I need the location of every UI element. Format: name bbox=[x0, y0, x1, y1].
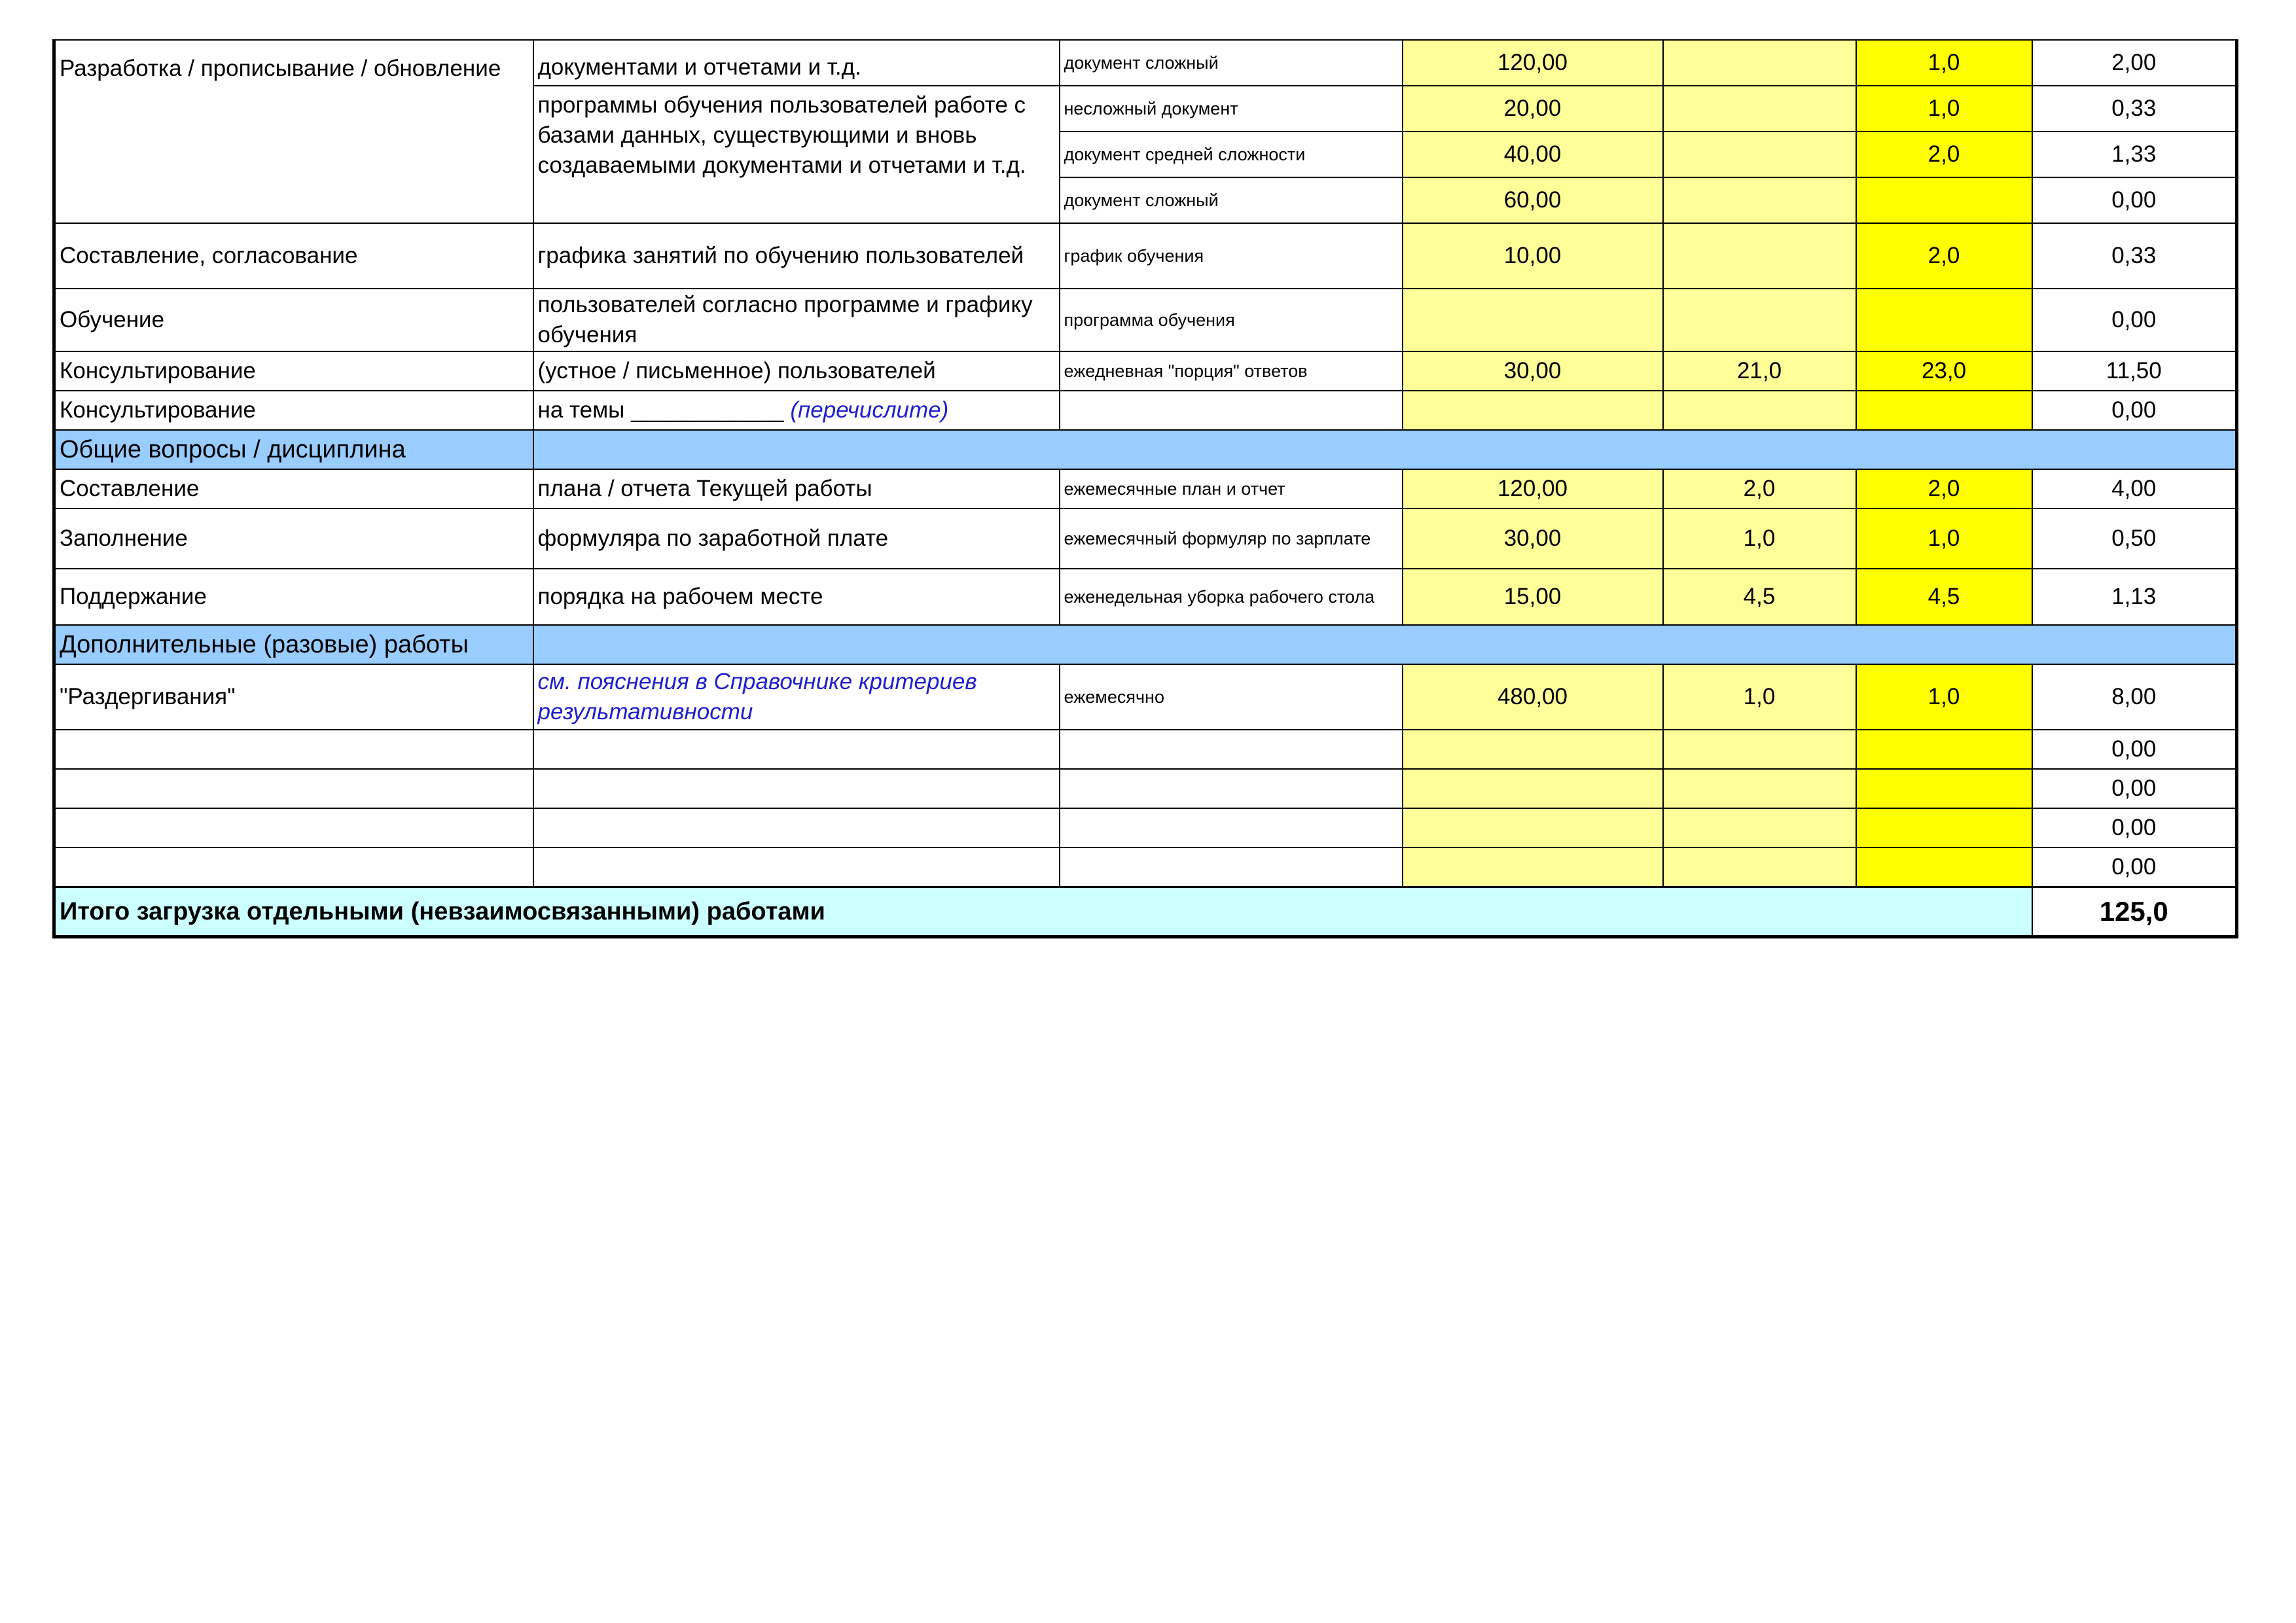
table-row bbox=[54, 769, 2237, 808]
quantity-cell[interactable] bbox=[1663, 132, 1856, 177]
plan-cell[interactable]: 23,0 bbox=[1856, 351, 2032, 391]
rate-cell[interactable] bbox=[1403, 391, 1663, 430]
object-cell[interactable] bbox=[533, 730, 1060, 769]
result-cell: еженедельная уборка рабочего стола bbox=[1060, 569, 1403, 625]
total-cell: 2,00 bbox=[2032, 40, 2237, 86]
action-cell: Консультирование bbox=[54, 351, 533, 391]
result-cell[interactable] bbox=[1060, 808, 1403, 847]
action-cell: Составление, согласование bbox=[54, 223, 533, 289]
plan-cell[interactable]: 4,5 bbox=[1856, 569, 2032, 625]
object-cell: графика занятий по обучению пользователей bbox=[533, 223, 1060, 289]
object-cell: (устное / письменное) пользователей bbox=[533, 351, 1060, 391]
section-header bbox=[54, 625, 2237, 664]
quantity-cell[interactable] bbox=[1663, 808, 1856, 847]
total-cell: 0,00 bbox=[2032, 769, 2237, 808]
action-cell: Составление bbox=[54, 469, 533, 508]
quantity-cell[interactable]: 2,0 bbox=[1663, 469, 1856, 508]
quantity-cell[interactable]: 21,0 bbox=[1663, 351, 1856, 391]
plan-cell[interactable] bbox=[1856, 769, 2032, 808]
quantity-cell[interactable] bbox=[1663, 769, 1856, 808]
rate-cell[interactable] bbox=[1403, 730, 1663, 769]
result-cell[interactable] bbox=[1060, 847, 1403, 887]
action-cell: "Раздергивания" bbox=[54, 664, 533, 730]
total-cell: 0,00 bbox=[2032, 177, 2237, 223]
table-row bbox=[54, 730, 2237, 769]
plan-cell[interactable]: 2,0 bbox=[1856, 132, 2032, 177]
result-cell: график обучения bbox=[1060, 223, 1403, 289]
workload-table bbox=[52, 39, 2238, 938]
table-row bbox=[54, 508, 2237, 569]
plan-cell[interactable]: 1,0 bbox=[1856, 40, 2032, 86]
quantity-cell[interactable]: 4,5 bbox=[1663, 569, 1856, 625]
rate-cell[interactable]: 30,00 bbox=[1403, 351, 1663, 391]
quantity-cell[interactable] bbox=[1663, 177, 1856, 223]
rate-cell[interactable] bbox=[1403, 289, 1663, 351]
grand-total-value: 125,0 bbox=[2032, 887, 2237, 936]
plan-cell[interactable]: 1,0 bbox=[1856, 86, 2032, 132]
table-row bbox=[54, 569, 2237, 625]
total-cell: 0,00 bbox=[2032, 847, 2237, 887]
quantity-cell[interactable] bbox=[1663, 40, 1856, 86]
object-cell[interactable] bbox=[533, 391, 1060, 430]
action-cell[interactable] bbox=[54, 847, 533, 887]
rate-cell[interactable]: 10,00 bbox=[1403, 223, 1663, 289]
plan-cell[interactable]: 1,0 bbox=[1856, 664, 2032, 730]
topics-hint: (перечислите) bbox=[790, 397, 949, 423]
result-cell: ежедневная "порция" ответов bbox=[1060, 351, 1403, 391]
quantity-cell[interactable]: 1,0 bbox=[1663, 664, 1856, 730]
table-row bbox=[54, 223, 2237, 289]
object-cell: плана / отчета Текущей работы bbox=[533, 469, 1060, 508]
result-cell: документ средней сложности bbox=[1060, 132, 1403, 177]
quantity-cell[interactable] bbox=[1663, 847, 1856, 887]
result-cell: несложный документ bbox=[1060, 86, 1403, 132]
total-cell: 0,00 bbox=[2032, 730, 2237, 769]
result-cell bbox=[1060, 391, 1403, 430]
total-cell: 0,33 bbox=[2032, 223, 2237, 289]
plan-cell[interactable]: 2,0 bbox=[1856, 469, 2032, 508]
total-cell: 1,33 bbox=[2032, 132, 2237, 177]
result-cell: ежемесячный формуляр по зарплате bbox=[1060, 508, 1403, 569]
rate-cell[interactable] bbox=[1403, 808, 1663, 847]
table-row bbox=[54, 289, 2237, 351]
result-cell: ежемесячные план и отчет bbox=[1060, 469, 1403, 508]
action-cell: Разработка / прописывание / обновление bbox=[54, 40, 533, 223]
quantity-cell[interactable] bbox=[1663, 391, 1856, 430]
action-cell: Консультирование bbox=[54, 391, 533, 430]
action-cell[interactable] bbox=[54, 769, 533, 808]
total-cell: 0,00 bbox=[2032, 289, 2237, 351]
section-fill bbox=[533, 430, 2237, 469]
plan-cell[interactable] bbox=[1856, 289, 2032, 351]
rate-cell[interactable] bbox=[1403, 769, 1663, 808]
object-cell: программы обучения пользователей работе с базами данных, существующими и вновь создаваемыми документами и отчетами и т.д. bbox=[533, 86, 1060, 223]
plan-cell[interactable] bbox=[1856, 730, 2032, 769]
rate-cell[interactable]: 20,00 bbox=[1403, 86, 1663, 132]
quantity-cell[interactable] bbox=[1663, 730, 1856, 769]
result-cell[interactable] bbox=[1060, 769, 1403, 808]
table-row bbox=[54, 664, 2237, 730]
plan-cell[interactable] bbox=[1856, 847, 2032, 887]
total-cell: 11,50 bbox=[2032, 351, 2237, 391]
total-cell: 0,50 bbox=[2032, 508, 2237, 569]
table-row bbox=[54, 40, 2237, 86]
plan-cell[interactable]: 2,0 bbox=[1856, 223, 2032, 289]
object-cell: порядка на рабочем месте bbox=[533, 569, 1060, 625]
rate-cell[interactable]: 15,00 bbox=[1403, 569, 1663, 625]
object-cell: формуляра по заработной плате bbox=[533, 508, 1060, 569]
rate-cell[interactable]: 120,00 bbox=[1403, 469, 1663, 508]
object-cell: см. пояснения в Справочнике критериев результативности bbox=[533, 664, 1060, 730]
quantity-cell[interactable]: 1,0 bbox=[1663, 508, 1856, 569]
table-row bbox=[54, 391, 2237, 430]
object-cell[interactable] bbox=[533, 808, 1060, 847]
grand-total-row bbox=[54, 887, 2237, 936]
rate-cell[interactable]: 480,00 bbox=[1403, 664, 1663, 730]
table-row bbox=[54, 847, 2237, 887]
result-cell: программа обучения bbox=[1060, 289, 1403, 351]
section-title: Общие вопросы / дисциплина bbox=[54, 430, 533, 469]
action-cell[interactable] bbox=[54, 730, 533, 769]
total-cell: 0,00 bbox=[2032, 808, 2237, 847]
table-row bbox=[54, 469, 2237, 508]
section-title: Дополнительные (разовые) работы bbox=[54, 625, 533, 664]
rate-cell[interactable]: 60,00 bbox=[1403, 177, 1663, 223]
object-cell: документами и отчетами и т.д. bbox=[533, 40, 1060, 86]
plan-cell[interactable] bbox=[1856, 808, 2032, 847]
total-cell: 0,00 bbox=[2032, 391, 2237, 430]
object-cell[interactable] bbox=[533, 847, 1060, 887]
action-cell[interactable] bbox=[54, 808, 533, 847]
quantity-cell[interactable] bbox=[1663, 86, 1856, 132]
topics-text: на темы ____________ bbox=[537, 397, 784, 423]
total-cell: 1,13 bbox=[2032, 569, 2237, 625]
action-cell: Заполнение bbox=[54, 508, 533, 569]
object-cell: пользователей согласно программе и графику обучения bbox=[533, 289, 1060, 351]
rate-cell[interactable]: 30,00 bbox=[1403, 508, 1663, 569]
total-cell: 0,33 bbox=[2032, 86, 2237, 132]
plan-cell[interactable] bbox=[1856, 391, 2032, 430]
rate-cell[interactable]: 120,00 bbox=[1403, 40, 1663, 86]
result-cell: документ сложный bbox=[1060, 40, 1403, 86]
section-fill bbox=[533, 625, 2237, 664]
action-cell: Поддержание bbox=[54, 569, 533, 625]
result-cell: ежемесячно bbox=[1060, 664, 1403, 730]
total-cell: 8,00 bbox=[2032, 664, 2237, 730]
total-cell: 4,00 bbox=[2032, 469, 2237, 508]
rate-cell[interactable]: 40,00 bbox=[1403, 132, 1663, 177]
grand-total-label: Итого загрузка отдельными (невзаимосвязанными) работами bbox=[54, 887, 2032, 936]
section-header bbox=[54, 430, 2237, 469]
quantity-cell[interactable] bbox=[1663, 289, 1856, 351]
quantity-cell[interactable] bbox=[1663, 223, 1856, 289]
plan-cell[interactable] bbox=[1856, 177, 2032, 223]
action-cell: Обучение bbox=[54, 289, 533, 351]
result-cell[interactable] bbox=[1060, 730, 1403, 769]
rate-cell[interactable] bbox=[1403, 847, 1663, 887]
result-cell: документ сложный bbox=[1060, 177, 1403, 223]
table-row bbox=[54, 808, 2237, 847]
plan-cell[interactable]: 1,0 bbox=[1856, 508, 2032, 569]
object-cell[interactable] bbox=[533, 769, 1060, 808]
table-row bbox=[54, 351, 2237, 391]
